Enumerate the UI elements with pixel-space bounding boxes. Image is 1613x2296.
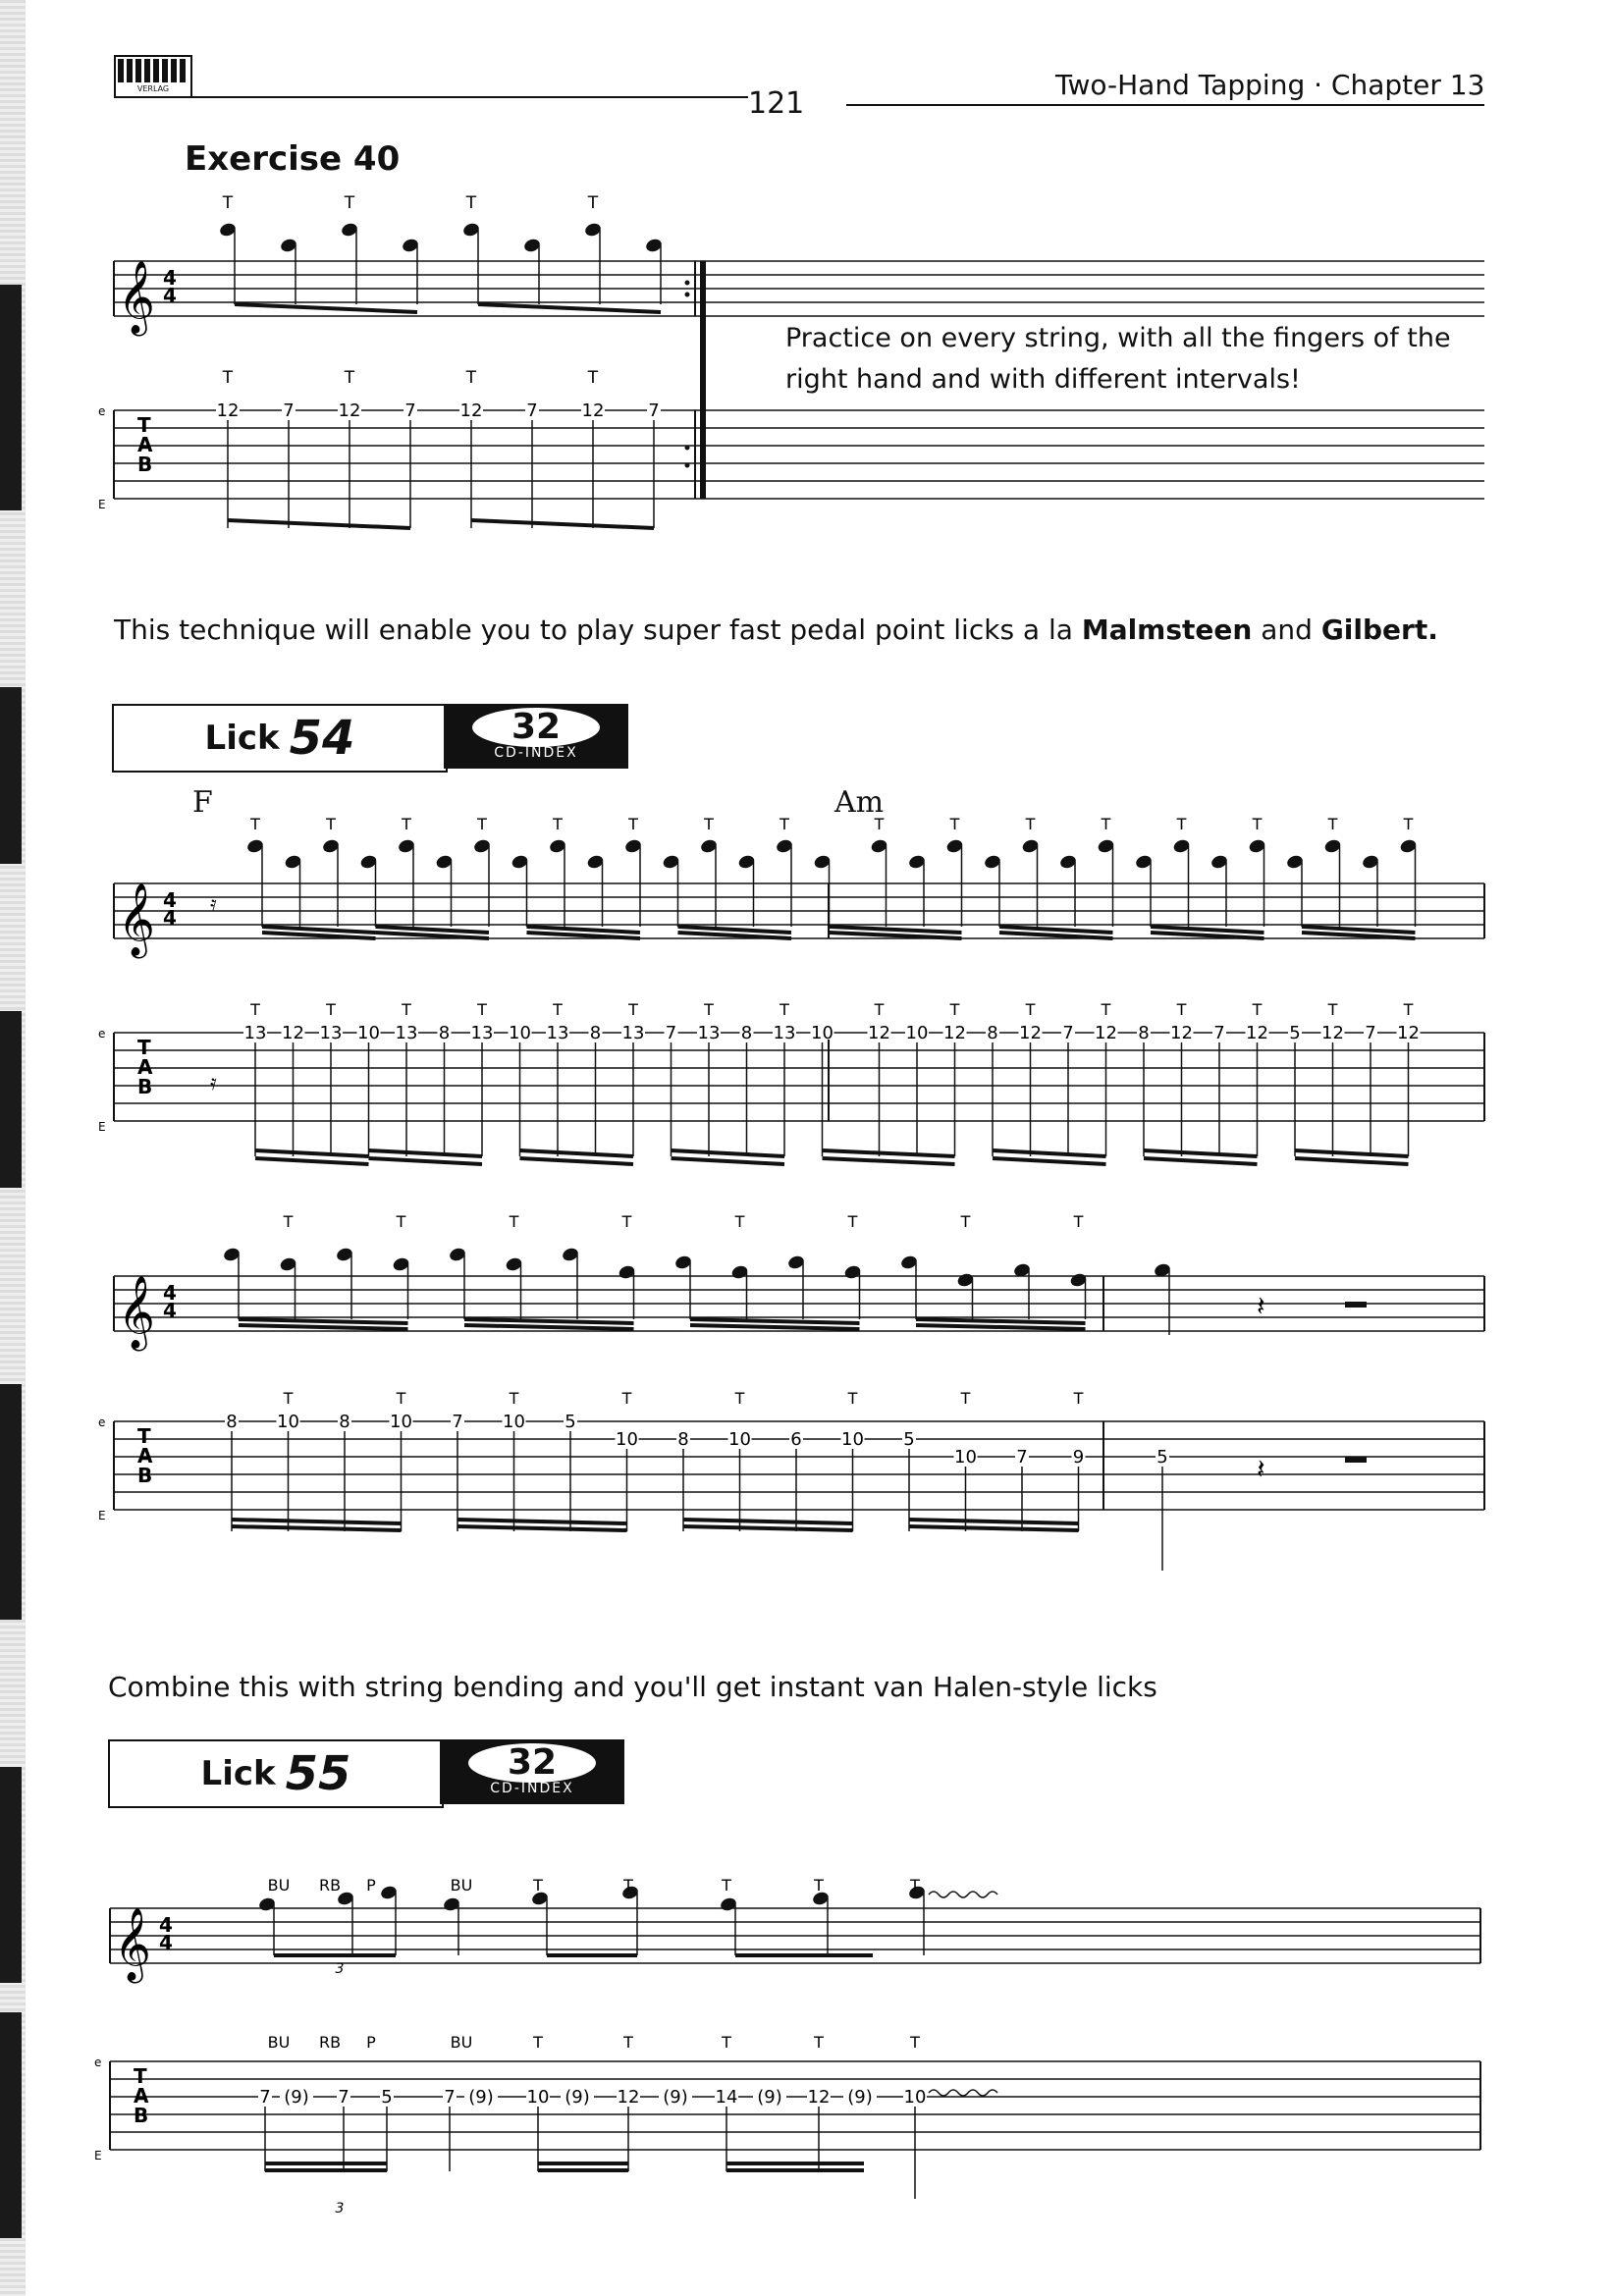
tab-fret-number: 12 [1095, 1023, 1117, 1043]
tab-fret-number: 8 [589, 1023, 602, 1043]
tap-mark: T [874, 1000, 885, 1019]
time-signature: 4 [163, 1299, 177, 1322]
tab-fret-number: 13 [546, 1023, 569, 1043]
tab-fret-number: 13 [243, 1023, 267, 1043]
beam [464, 1325, 634, 1329]
tab-fret-number: 14 [715, 2087, 738, 2108]
tap-mark: T [396, 1212, 406, 1231]
tab-clef-letter: B [137, 453, 153, 476]
tap-mark: T [222, 193, 234, 213]
tap-mark: T [960, 1212, 971, 1231]
tab-fret-number: 10 [903, 2087, 927, 2108]
tab-fret-number: 8 [339, 1412, 350, 1432]
tab-fret-number: 8 [987, 1023, 998, 1043]
tab-beam [255, 1150, 369, 1156]
tap-mark: T [874, 815, 885, 833]
half-rest-icon [1345, 1302, 1367, 1308]
tab-clef-letter: T [134, 2064, 147, 2088]
string-label: e [98, 1027, 106, 1041]
tab-fret-number: 10 [526, 2087, 550, 2108]
tab-fret-number: 5 [903, 1429, 915, 1450]
tab-fret-number: 7 [665, 1023, 677, 1043]
tab-beam [683, 1520, 853, 1523]
tab-beam [369, 1158, 483, 1164]
tab-fret-number: 12 [1170, 1023, 1193, 1043]
tap-mark: T [553, 815, 563, 833]
lick-number: 54 [289, 711, 355, 766]
beam [916, 1325, 1086, 1329]
tab-beam [1295, 1158, 1409, 1164]
tap-mark: T [222, 368, 234, 388]
chord-symbol: Am [834, 785, 885, 820]
rest-icon: 𝄽 [1257, 1453, 1265, 1485]
tab-fret-number: 7 [259, 2087, 271, 2108]
tab-clef-letter: B [134, 2104, 149, 2127]
cd-index-label: CD-INDEX [490, 1781, 574, 1796]
tap-mark: T [250, 1000, 260, 1019]
tab-fret-number: 10 [905, 1023, 929, 1043]
tap-mark: T [1327, 1000, 1338, 1019]
tab-fret-number: 10 [841, 1429, 864, 1450]
tab-fret-number: (9) [663, 2087, 688, 2108]
tap-mark: T [283, 1389, 294, 1408]
tab-beam [823, 1150, 955, 1156]
tab-fret-number: (9) [468, 2087, 494, 2108]
time-signature: 4 [163, 906, 177, 930]
time-signature: 4 [159, 1913, 173, 1937]
tab-fret-number: 10 [728, 1429, 751, 1450]
tab-fret-number: 7 [404, 400, 416, 421]
tap-mark: T [734, 1389, 745, 1408]
tap-mark: T [780, 1000, 789, 1019]
tap-mark: T [396, 1389, 406, 1408]
tab-fret-number: 8 [677, 1429, 689, 1450]
cd-track-number: 32 [472, 708, 600, 747]
tab-fret-number: 7 [444, 2087, 456, 2108]
technique-mark: T [722, 1876, 731, 1895]
tab-fret-number: 10 [277, 1412, 299, 1432]
intro-text: and [1252, 614, 1321, 646]
tab-fret-number: 7 [1062, 1023, 1074, 1043]
cd-index-label: CD-INDEX [494, 745, 578, 761]
tab-fret-number: 10 [357, 1023, 380, 1043]
chapter-title: Two-Hand Tapping · Chapter 13 [1055, 69, 1485, 101]
lick-label: Lick [204, 719, 280, 758]
technique-mark: RB [318, 2033, 342, 2052]
tap-mark: T [621, 1389, 632, 1408]
string-label: e [94, 2056, 102, 2069]
tab-clef-letter: B [137, 1464, 153, 1487]
time-signature: 4 [163, 284, 177, 307]
repeat-dot [685, 281, 690, 286]
intro-text: This technique will enable you to play super fast pedal point licks a la [114, 614, 1082, 646]
tab-beam [457, 1520, 627, 1523]
tab-beam [520, 1150, 634, 1156]
tap-mark: T [704, 815, 714, 833]
tab-fret-number: 10 [509, 1023, 531, 1043]
tab-fret-number: (9) [757, 2087, 782, 2108]
tab-fret-number: 12 [581, 400, 605, 421]
tab-beam [909, 1520, 1079, 1523]
tab-fret-number: 12 [617, 2087, 640, 2108]
cd-track-number: 32 [468, 1743, 596, 1783]
time-signature: 4 [159, 1931, 173, 1954]
artist-name: Gilbert. [1320, 614, 1438, 646]
tab-fret-number: 8 [226, 1412, 238, 1432]
tap-mark: T [465, 368, 477, 388]
tap-mark: T [621, 1212, 632, 1231]
tab-beam [993, 1158, 1106, 1164]
tap-mark: T [1073, 1389, 1084, 1408]
page-number: 121 [748, 86, 805, 121]
tab-fret-number: 12 [807, 2087, 831, 2108]
tap-mark: T [465, 193, 477, 213]
tab-beam [471, 520, 654, 528]
tab-fret-number: 13 [697, 1023, 721, 1043]
tab-fret-number: 12 [1246, 1023, 1268, 1043]
tab-fret-number: 12 [282, 1023, 304, 1043]
tab-beam [1144, 1150, 1258, 1156]
tab-beam [683, 1526, 853, 1530]
tab-beam [255, 1158, 369, 1164]
bending-paragraph: Combine this with string bending and you'll get instant van Halen-style licks [108, 1671, 1157, 1703]
tap-mark: T [509, 1389, 519, 1408]
triplet-mark: 3 [335, 1961, 345, 1977]
tab-fret-number: 7 [452, 1412, 463, 1432]
tab-fret-number: 12 [1397, 1023, 1420, 1043]
treble-clef-icon: 𝄞 [114, 1908, 151, 1981]
tap-mark: T [847, 1212, 858, 1231]
vibrato-icon [929, 2090, 997, 2096]
vibrato-icon [929, 1892, 997, 1897]
treble-clef-icon: 𝄞 [118, 261, 155, 334]
tab-fret-number: (9) [565, 2087, 590, 2108]
tab-fret-number: 13 [773, 1023, 796, 1043]
tab-beam [232, 1526, 402, 1530]
tab-fret-number: 13 [395, 1023, 418, 1043]
tab-fret-number: 5 [1156, 1447, 1168, 1468]
technique-mark: T [722, 2033, 731, 2052]
tap-mark: T [1176, 815, 1187, 833]
beam [916, 1319, 1086, 1323]
tap-mark: T [704, 1000, 714, 1019]
beam [239, 1319, 408, 1323]
tab-fret-number: 12 [868, 1023, 890, 1043]
technique-mark: BU [267, 2033, 291, 2052]
tap-mark: T [1101, 1000, 1111, 1019]
exercise-title: Exercise 40 [185, 139, 401, 179]
tab-fret-number: (9) [284, 2087, 309, 2108]
tab-fret-number: 7 [1365, 1023, 1376, 1043]
tap-mark: T [509, 1212, 519, 1231]
tab-beam [823, 1158, 955, 1164]
chord-symbol: F [192, 785, 213, 820]
tap-mark: T [1252, 1000, 1263, 1019]
tap-mark: T [1025, 815, 1036, 833]
tab-fret-number: 13 [621, 1023, 645, 1043]
tap-mark: T [780, 815, 789, 833]
technique-mark: BU [267, 1876, 291, 1895]
tab-beam [1295, 1150, 1409, 1156]
tap-mark: T [1403, 815, 1414, 833]
tap-mark: T [477, 815, 487, 833]
tab-fret-number: 13 [470, 1023, 494, 1043]
string-label: e [98, 404, 106, 418]
tap-mark: T [1176, 1000, 1187, 1019]
technique-mark: RB [318, 1876, 342, 1895]
tap-mark: T [326, 815, 336, 833]
tap-mark: T [344, 368, 355, 388]
tab-clef-letter: A [137, 433, 153, 456]
tab-fret-number: 7 [1016, 1447, 1028, 1468]
tap-mark: T [402, 815, 411, 833]
tab-clef-letter: T [137, 1424, 151, 1448]
tab-fret-number: 10 [503, 1412, 525, 1432]
tab-fret-number: 8 [1138, 1023, 1150, 1043]
beam [690, 1319, 860, 1323]
tap-mark: T [1025, 1000, 1036, 1019]
tab-fret-number: 12 [943, 1023, 966, 1043]
string-label: E [98, 498, 106, 511]
technique-mark: T [623, 1876, 633, 1895]
tab-fret-number: 10 [616, 1429, 638, 1450]
beam [464, 1319, 634, 1323]
tab-beam [228, 520, 410, 528]
tab-clef-letter: A [134, 2084, 149, 2108]
repeat-dot [685, 463, 690, 468]
string-label: E [98, 1509, 106, 1522]
technique-mark: T [910, 2033, 920, 2052]
time-signature: 4 [163, 888, 177, 912]
tab-beam [1144, 1158, 1258, 1164]
lick-label: Lick [200, 1754, 276, 1793]
technique-mark: T [623, 2033, 633, 2052]
tap-mark: T [1252, 815, 1263, 833]
half-rest-icon [1345, 1457, 1367, 1463]
tap-mark: T [949, 815, 960, 833]
tap-mark: T [628, 1000, 638, 1019]
technique-mark: T [533, 1876, 543, 1895]
rest-icon: 𝄿 [210, 892, 217, 917]
tap-mark: T [344, 193, 355, 213]
publisher-logo: VERLAG [114, 55, 192, 98]
tab-clef-letter: A [137, 1444, 153, 1468]
tab-fret-number: 8 [740, 1023, 753, 1043]
tab-beam [457, 1526, 627, 1530]
tab-fret-number: 10 [811, 1023, 833, 1043]
tab-beam [672, 1150, 785, 1156]
lick-number: 55 [285, 1746, 351, 1801]
tab-fret-number: 5 [381, 2087, 393, 2108]
tap-mark: T [587, 368, 599, 388]
tap-mark: T [1403, 1000, 1414, 1019]
tap-mark: T [553, 1000, 563, 1019]
tap-mark: T [949, 1000, 960, 1019]
tab-beam [232, 1520, 402, 1523]
time-signature: 4 [163, 1281, 177, 1305]
string-label: e [98, 1415, 106, 1429]
beam [239, 1325, 408, 1329]
technique-mark: P [366, 1876, 376, 1895]
repeat-dot [685, 293, 690, 297]
tab-fret-number: 9 [1072, 1447, 1085, 1468]
tab-beam [909, 1526, 1079, 1530]
tab-fret-number: 12 [1321, 1023, 1344, 1043]
tab-fret-number: 5 [1289, 1023, 1301, 1043]
tab-clef-letter: T [137, 413, 151, 437]
tab-beam [520, 1158, 634, 1164]
tab-fret-number: (9) [847, 2087, 873, 2108]
technique-mark: T [814, 2033, 824, 2052]
tap-mark: T [283, 1212, 294, 1231]
tab-fret-number: 10 [954, 1447, 977, 1468]
tab-fret-number: 12 [459, 400, 483, 421]
tap-mark: T [628, 815, 638, 833]
tab-beam [672, 1158, 785, 1164]
tap-mark: T [587, 193, 599, 213]
technique-mark: BU [450, 2033, 473, 2052]
rest-icon: 𝄽 [1257, 1290, 1265, 1322]
beam [235, 304, 417, 312]
tab-fret-number: 7 [283, 400, 295, 421]
tab-fret-number: 5 [565, 1412, 576, 1432]
string-label: E [98, 1120, 106, 1134]
tab-fret-number: 7 [338, 2087, 349, 2108]
exercise-note: Practice on every string, with all the fingers of the right hand and with different intervals! [785, 323, 1451, 395]
tab-fret-number: 7 [526, 400, 538, 421]
triplet-mark: 3 [335, 2201, 345, 2216]
beam [690, 1325, 860, 1329]
tap-mark: T [326, 1000, 336, 1019]
tap-mark: T [250, 815, 260, 833]
tab-fret-number: 12 [338, 400, 361, 421]
treble-clef-icon: 𝄞 [118, 883, 155, 956]
tab-fret-number: 7 [648, 400, 660, 421]
rest-icon: 𝄿 [210, 1071, 217, 1095]
tap-mark: T [477, 1000, 487, 1019]
repeat-dot [685, 446, 690, 451]
technique-mark: T [814, 1876, 824, 1895]
tab-fret-number: 13 [319, 1023, 343, 1043]
technique-mark: T [910, 1876, 920, 1895]
tap-mark: T [960, 1389, 971, 1408]
tap-mark: T [402, 1000, 411, 1019]
tap-mark: T [1101, 815, 1111, 833]
time-signature: 4 [163, 266, 177, 290]
tab-beam [993, 1150, 1106, 1156]
tab-fret-number: 12 [216, 400, 240, 421]
tap-mark: T [847, 1389, 858, 1408]
tap-mark: T [734, 1212, 745, 1231]
technique-mark: P [366, 2033, 376, 2052]
tab-fret-number: 7 [1213, 1023, 1225, 1043]
tab-fret-number: 6 [790, 1429, 802, 1450]
treble-clef-icon: 𝄞 [118, 1276, 155, 1349]
technique-mark: T [533, 2033, 543, 2052]
tab-fret-number: 10 [390, 1412, 412, 1432]
tab-clef-letter: T [137, 1036, 151, 1059]
tap-mark: T [1073, 1212, 1084, 1231]
beam [478, 304, 661, 312]
tab-fret-number: 8 [438, 1023, 451, 1043]
artist-name: Malmsteen [1081, 614, 1253, 646]
tab-beam [369, 1150, 483, 1156]
tab-clef-letter: B [137, 1075, 153, 1098]
string-label: E [94, 2149, 102, 2163]
tab-fret-number: 12 [1019, 1023, 1042, 1043]
tab-clef-letter: A [137, 1055, 153, 1079]
technique-mark: BU [450, 1876, 473, 1895]
tap-mark: T [1327, 815, 1338, 833]
